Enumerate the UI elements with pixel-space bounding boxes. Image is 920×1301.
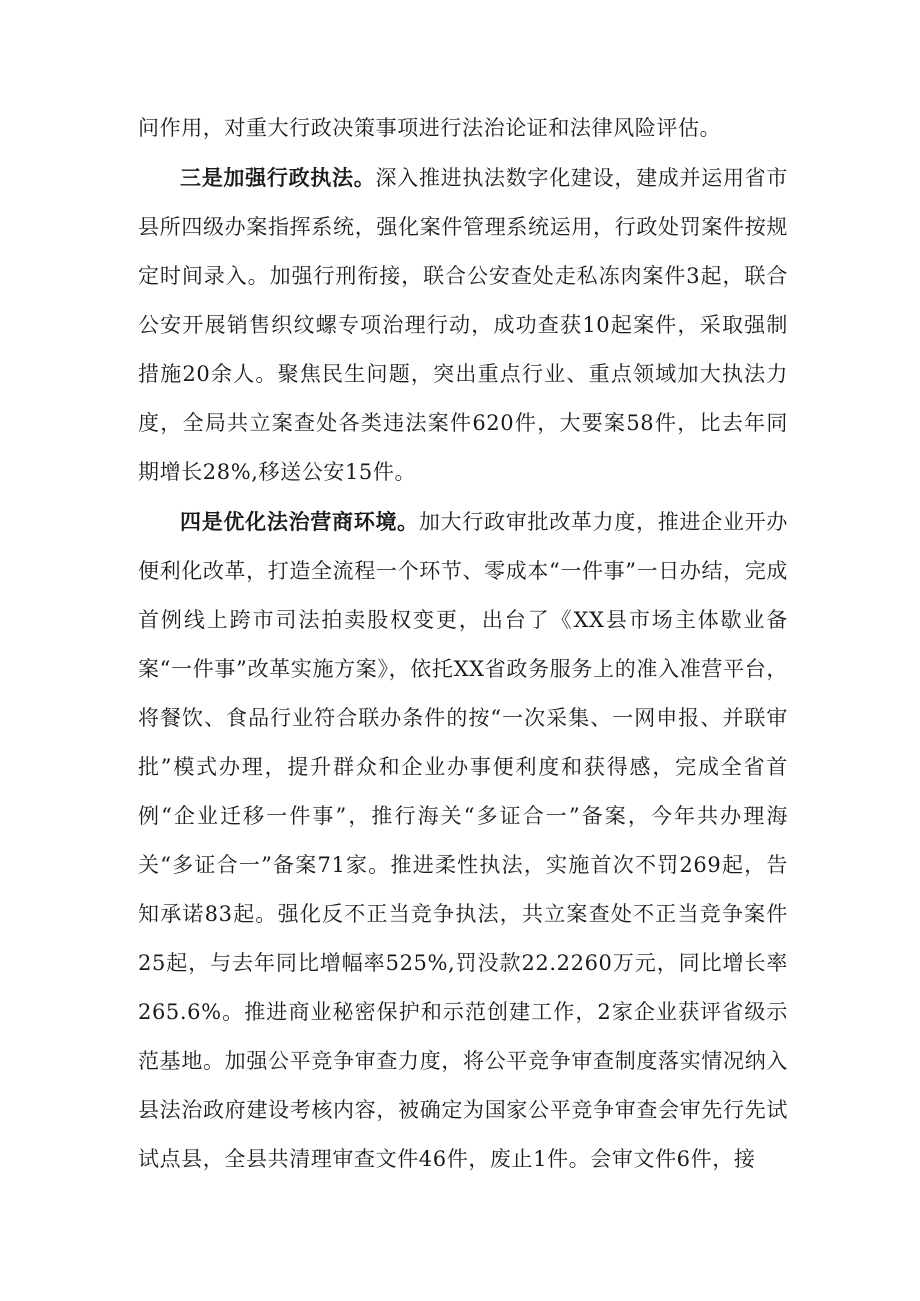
paragraph-text: 深入推进执法数字化建设，建成并运用省市县所四级办案指挥系统，强化案件管理系统运用，行政处罚案件按规定时间录入。加强行刑衔接，联合公安查处走私冻肉案件3起，联合公安开展销售织纹螺专项治理行动，成功查获10起案件，采取强制措施20余人。聚焦民生问题，突出重点行业、重点领域加大执法力度，全局共立案查处各类违法案件620件，大要案58件，比去年同期增长28%,移送公安15件。	[138, 166, 788, 484]
paragraph-heading: 四是优化法治营商环境。	[180, 509, 419, 534]
paragraph-continuation	[138, 104, 788, 153]
paragraph-administrative-enforcement	[138, 153, 788, 497]
paragraph-heading: 三是加强行政执法。	[180, 165, 376, 190]
paragraph-text: 加大行政审批改革力度，推进企业开办便利化改革，打造全流程一个环节、零成本“一件事”一日办结，完成首例线上跨市司法拍卖股权变更，出台了《XX县市场主体歇业备案“一件事”改革实施方案》，依托XX省政务服务上的准入准营平台，将餐饮、食品行业符合联办条件的按“一次采集、一网申报、并联审批”模式办理，提升群众和企业办事便利度和获得感，完成全省首例“企业迁移一件事”，推行海关“多证合一”备案，今年共办理海关“多证合一”备案71家。推进柔性执法，实施首次不罚269起，告知承诺83起。强化反不正当竞争执法，共立案查处不正当竞争案件25起，与去年同比增幅率525%,罚没款22.2260万元，同比增长率265.6%。推进商业秘密保护和示范创建工作，2家企业获评省级示范基地。加强公平竞争审查力度，将公平竞争审查制度落实情况纳入县法治政府建设考核内容，被确定为国家公平竞争审查会审先行先试试点县，全县共清理审查文件46件，废止1件。会审文件6件，接	[138, 510, 788, 1171]
paragraph-business-environment	[138, 497, 788, 1184]
paragraph-text: 问作用，对重大行政决策事项进行法治论证和法律风险评估。	[138, 116, 722, 140]
document-body	[138, 104, 788, 1184]
